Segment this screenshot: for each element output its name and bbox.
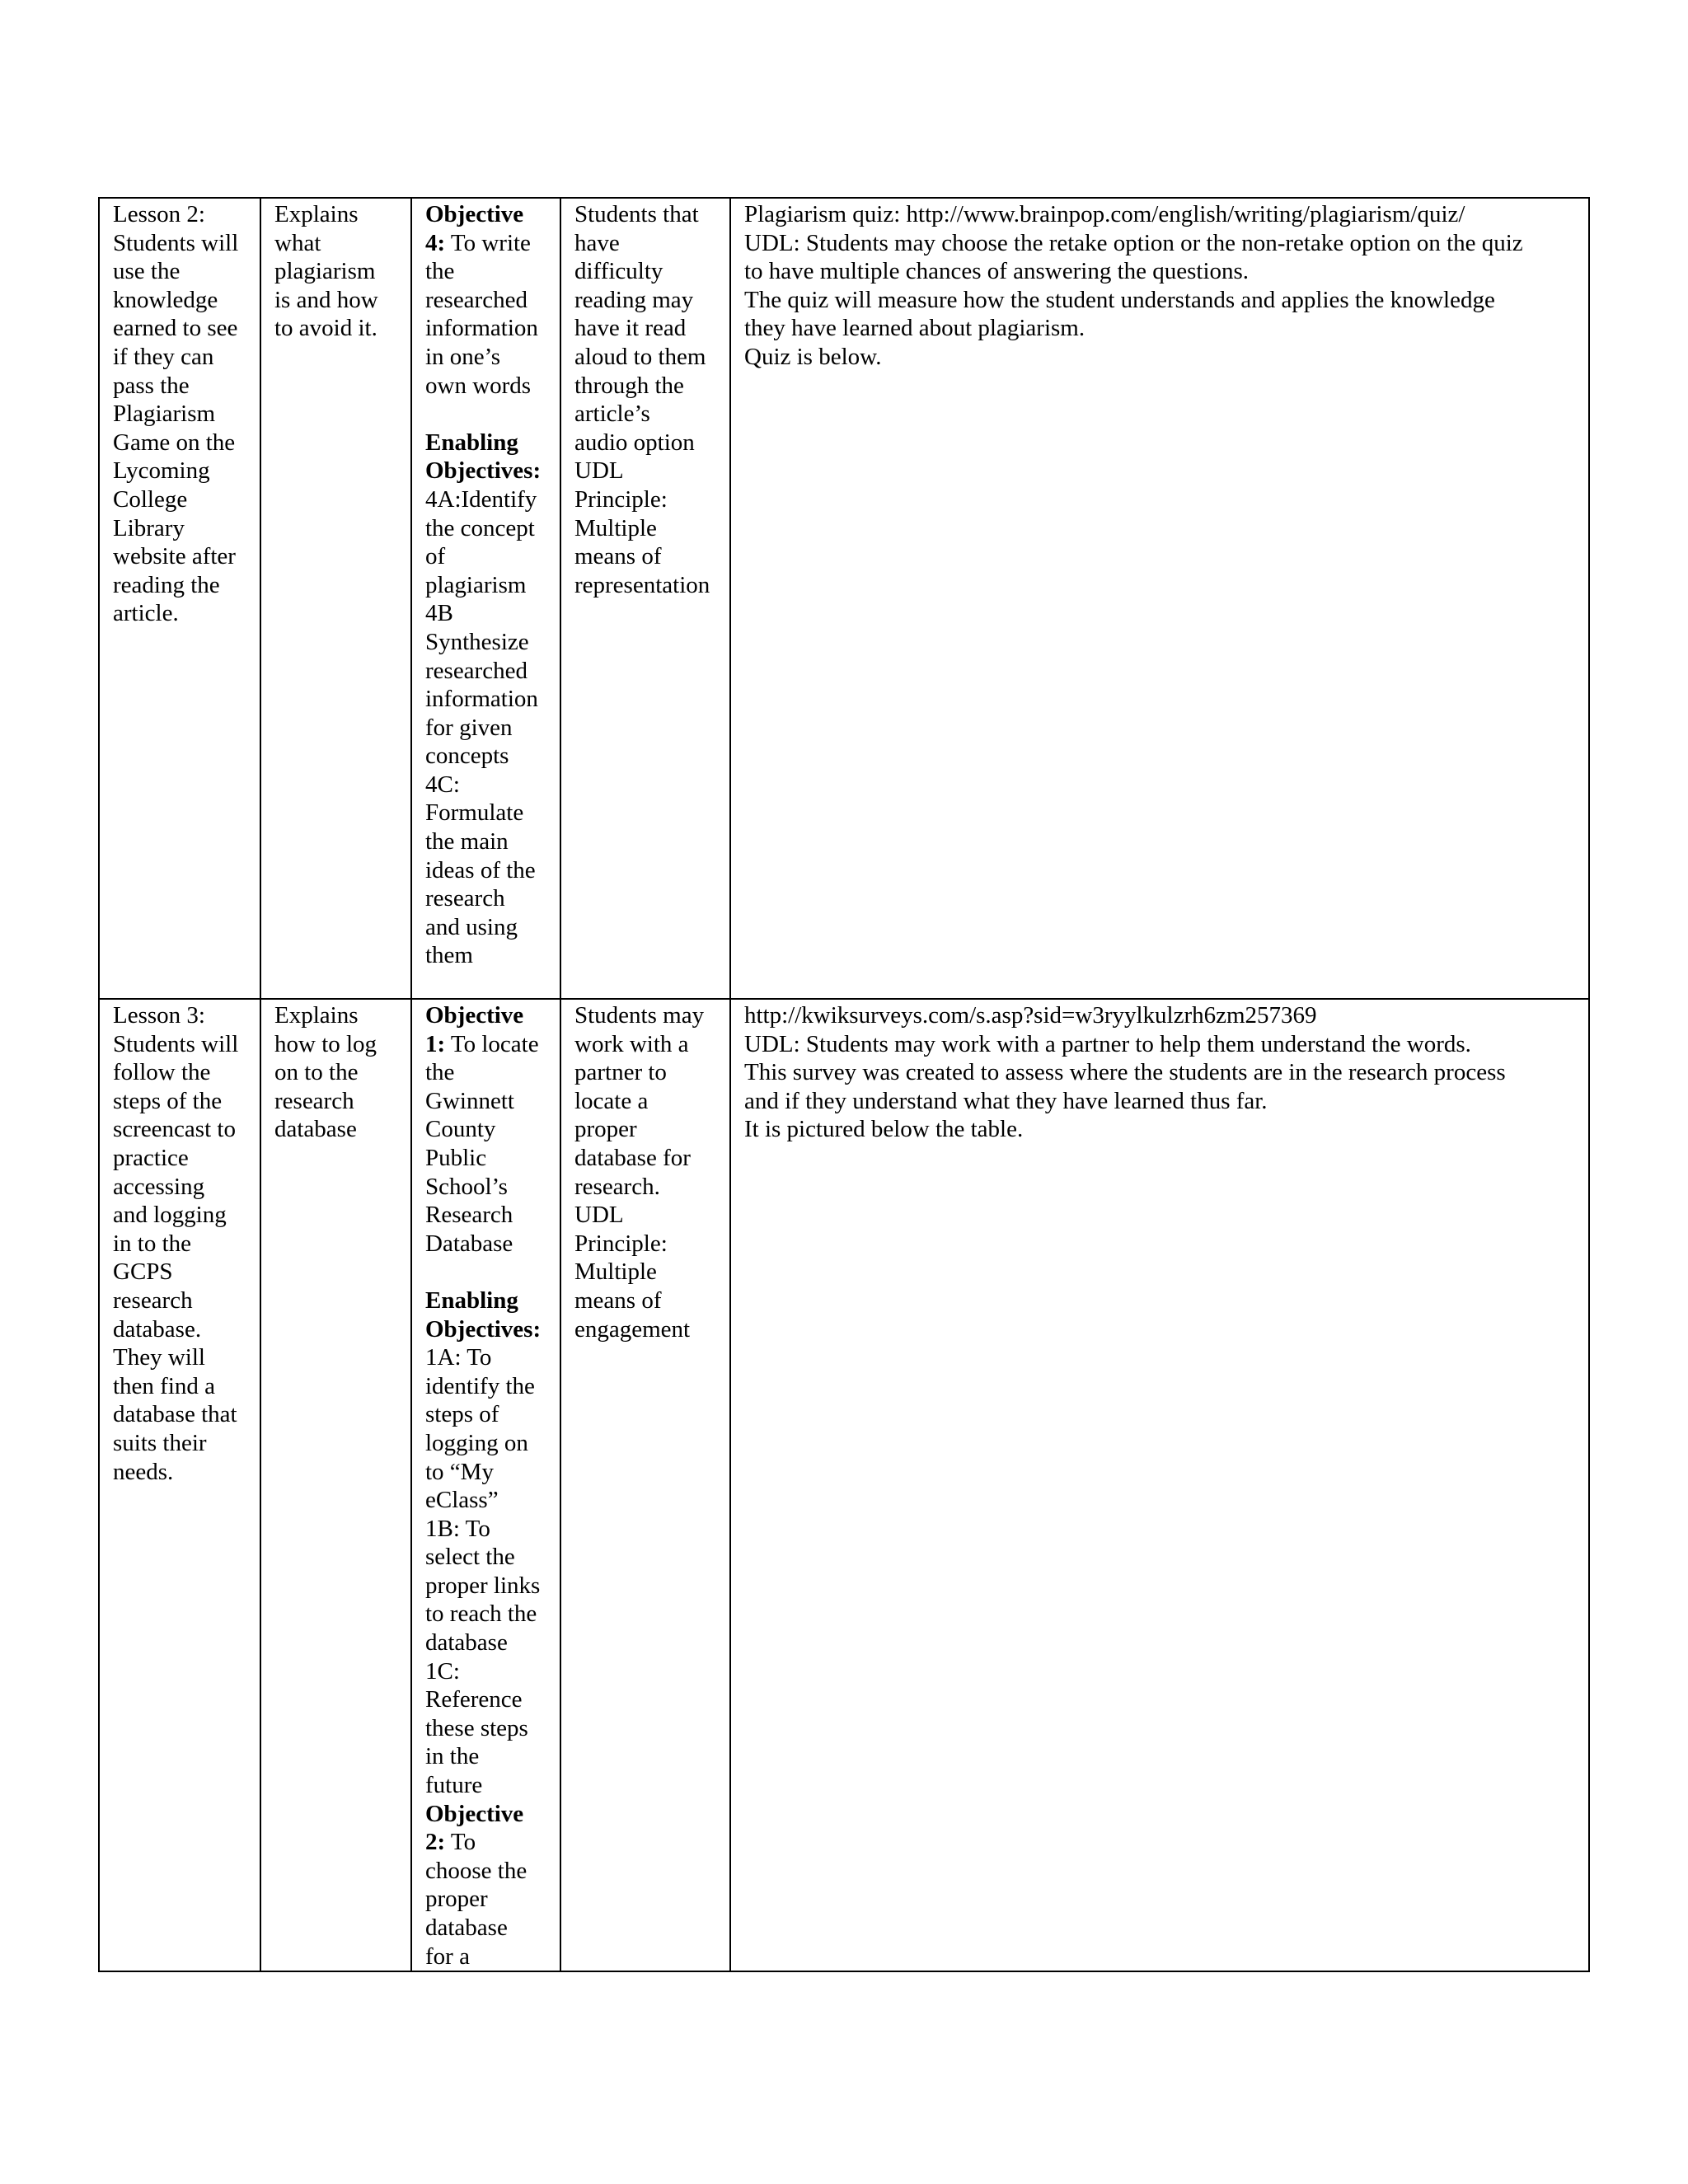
objective-statement: 2: To bbox=[425, 1829, 476, 1856]
objectives-cell: Objective 1: To locate the Gwinnett County Public School’s Research Database Enabling Objectives: 1A: To identify the steps of logging on to “My eClass” 1B: To select the proper links to reach the database 1C: Reference these steps in the future Objective 2: To choose the proper database for a bbox=[411, 999, 560, 1971]
accommodation-cell: Students may work with a partner to locate a proper database for research. UDL Principle: Multiple means of engagement bbox=[560, 999, 730, 1971]
assessment-cell: http://kwiksurveys.com/s.asp?sid=w3ryylkulzrh6zm257369 UDL: Students may work with a partner to help them understand the words. This survey was created to assess where the students are in the research process and if they understand what they have learned thus far. It is pictured below the table. bbox=[730, 999, 1589, 1971]
objective-heading: Objective bbox=[425, 1002, 524, 1029]
content-cell: Explains how to log on to the research database bbox=[260, 999, 411, 1971]
lesson-description-cell: Lesson 2: Students will use the knowledge earned to see if they can pass the Plagiarism Game on the Lycoming College Library website after reading the article. bbox=[99, 198, 260, 999]
table-row bbox=[99, 198, 1589, 999]
objective-heading: Objective bbox=[425, 201, 524, 227]
objective-heading: Objective bbox=[425, 1800, 524, 1827]
objective-statement: 1: To locate bbox=[425, 1030, 539, 1057]
lesson-plan-table bbox=[98, 197, 1590, 1972]
objective-statement: 4: To write bbox=[425, 229, 531, 256]
content-cell: Explains what plagiarism is and how to avoid it. bbox=[260, 198, 411, 999]
enabling-objectives-heading: Enabling bbox=[425, 429, 518, 456]
lesson-description-cell: Lesson 3: Students will follow the steps of the screencast to practice accessing and logging in to the GCPS research database. They will then find a database that suits their needs. bbox=[99, 999, 260, 1971]
assessment-cell: Plagiarism quiz: http://www.brainpop.com/english/writing/plagiarism/quiz/ UDL: Students may choose the retake option or the non-retake option on the quiz to have multiple chances of answering the questions. The quiz will measure how the student understands and applies the knowledge they have learned about plagiarism. Quiz is below. bbox=[730, 198, 1589, 999]
objectives-cell: Objective 4: To write the researched information in one’s own words Enabling Objectives: 4A:Identify the concept of plagiarism 4B Synthesize researched information for given concepts 4C: Formulate the main ideas of the research and using them bbox=[411, 198, 560, 999]
accommodation-cell: Students that have difficulty reading may have it read aloud to them through the article’s audio option UDL Principle: Multiple means of representation bbox=[560, 198, 730, 999]
enabling-objectives-heading: Enabling bbox=[425, 1286, 518, 1314]
table-row bbox=[99, 999, 1589, 1971]
